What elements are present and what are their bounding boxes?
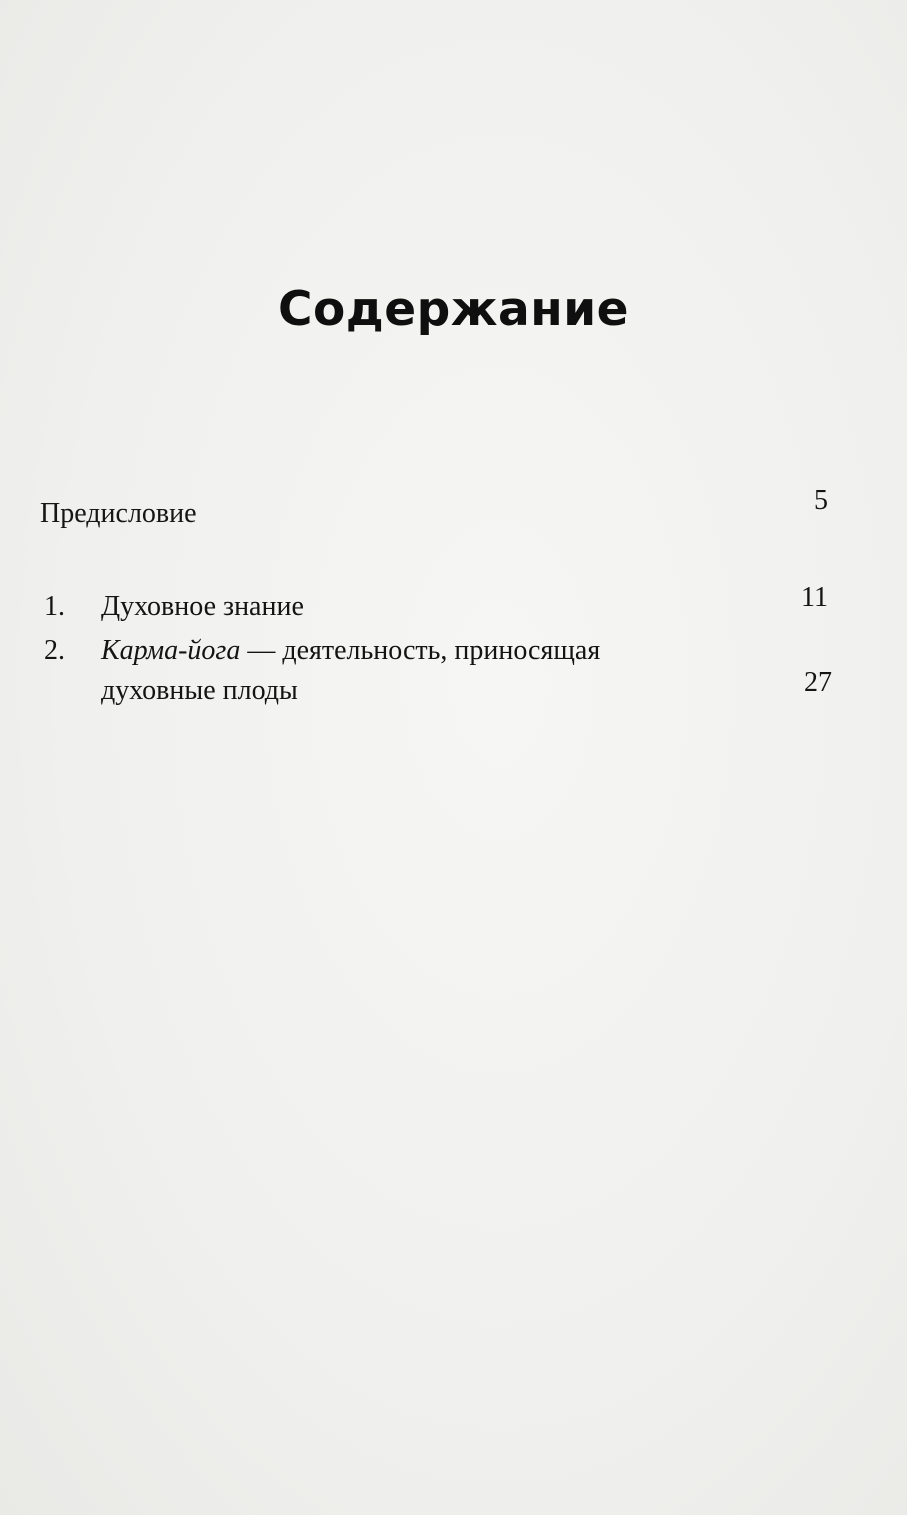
toc-chapter-2-title-line2: духовные плоды [101,675,298,706]
toc-page-number-chapter-2: 27 [804,667,832,698]
toc-page-number-chapter-1: 11 [801,582,828,613]
toc-chapter-number-1: 1. [44,591,65,622]
toc-chapter-2-italic-term: Карма-йога [101,635,241,666]
toc-chapter-number-2: 2. [44,635,65,666]
toc-entry-chapter-1: Духовное знание [101,591,304,622]
toc-page-number-preface: 5 [814,485,828,516]
toc-chapter-2-title-rest: — деятельность, приносящая [240,635,601,666]
toc-entry-preface: Предисловие [40,498,197,529]
page-title: Содержание [277,282,630,337]
toc-entry-chapter-2 [101,631,741,711]
